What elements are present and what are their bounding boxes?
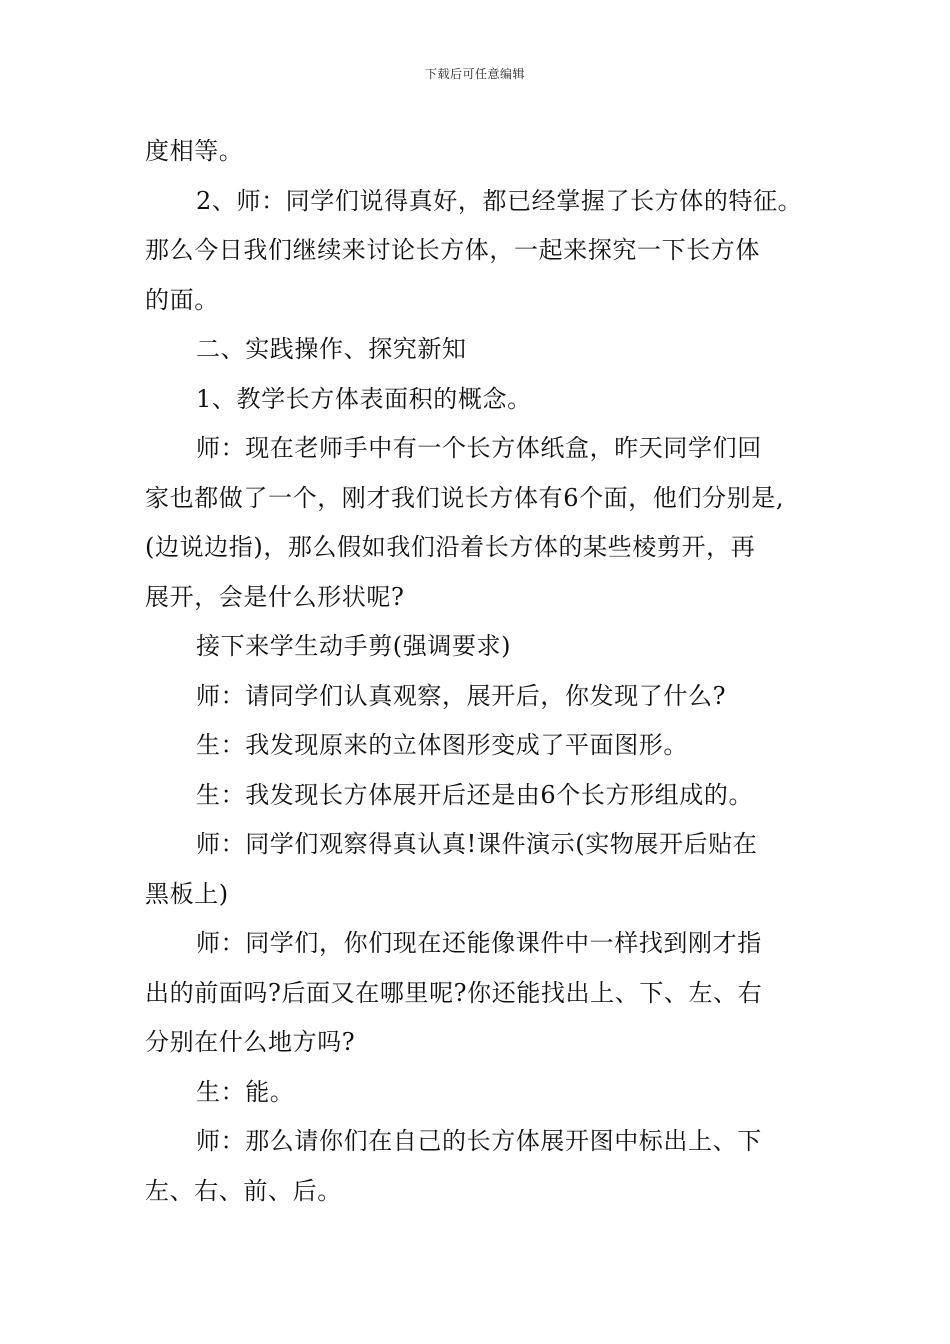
text-line-13: 生：我发现原来的立体图形变成了平面图形。: [196, 731, 688, 759]
text-line-11: 接下来学生动手剪(强调要求): [196, 632, 512, 660]
text-line-15: 师：同学们观察得真认真!课件演示(实物展开后贴在: [196, 830, 758, 858]
text-line-2: 2、师：同学们说得真好，都已经掌握了长方体的特征。: [196, 186, 803, 215]
text-line-22: 左、右、前、后。: [145, 1176, 342, 1205]
text-line-14: 生：我发现长方体展开后还是由6个长方形组成的。: [196, 780, 754, 809]
text-line-21: 师：那么请你们在自己的长方体展开图中标出上、下: [196, 1127, 762, 1155]
text-line-16: 黑板上): [145, 879, 229, 908]
text-line-4: 的面。: [145, 285, 219, 314]
text-line-9: (边说边指)，那么假如我们沿着长方体的某些棱剪开，再: [145, 533, 756, 561]
subsection-heading: 1、教学长方体表面积的概念。: [196, 384, 532, 413]
text-line-7: 师：现在老师手中有一个长方体纸盒，昨天同学们回: [196, 434, 762, 462]
section-heading: 二、实践操作、探究新知: [196, 335, 467, 363]
text-line-8: 家也都做了一个，刚才我们说长方体有6个面，他们分别是,: [145, 483, 785, 512]
text-line-3: 那么今日我们继续来讨论长方体，一起来探究一下长方体: [145, 236, 760, 264]
text-line-12: 师：请同学们认真观察，展开后，你发现了什么?: [196, 681, 727, 710]
text-line-19: 分别在什么地方吗?: [145, 1028, 356, 1056]
page-header: 下载后可任意编辑: [424, 67, 525, 81]
document-body: [145, 127, 810, 1216]
text-line-20: 生：能。: [196, 1077, 295, 1106]
text-line-1: 度相等。: [145, 137, 244, 165]
text-line-18: 出的前面吗?后面又在哪里呢?你还能找出上、下、左、右: [145, 978, 763, 1007]
text-line-17: 师：同学们，你们现在还能像课件中一样找到刚才指: [196, 929, 762, 957]
text-line-10: 展开，会是什么形状呢?: [145, 582, 405, 611]
